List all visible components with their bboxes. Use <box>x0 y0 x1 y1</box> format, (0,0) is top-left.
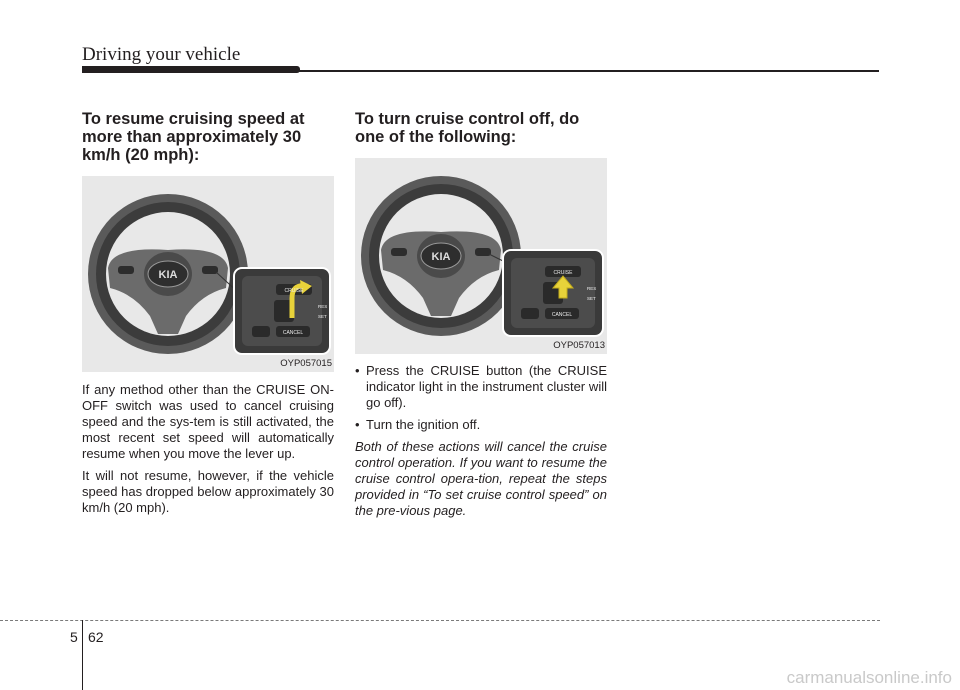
cruise-switch-closeup <box>234 268 330 354</box>
section-number: 5 <box>70 629 78 645</box>
switch-cruise-label: CRUISE <box>284 288 304 294</box>
footer-vertical-rule <box>82 620 83 690</box>
kia-logo: KIA <box>158 269 178 281</box>
resume-paragraph-2: It will not resume, however, if the vehicle speed has dropped below approximately 30 km/h (20 mph). <box>82 468 334 515</box>
header-rule-thin <box>82 70 879 72</box>
switch-cancel-label: CANCEL <box>282 330 304 336</box>
footer-divider <box>0 620 880 621</box>
steering-wheel-illustration <box>355 158 607 354</box>
list-item: • Press the CRUISE button (the CRUISE indicator light in the instrument cluster will go off). <box>355 363 607 410</box>
left-column <box>82 110 334 516</box>
turn-off-bullet-list <box>355 363 607 433</box>
resume-figure <box>82 176 334 372</box>
turn-off-note: Both of these actions will cancel the cruise control operation. If you want to resume the cruise control opera-tion, repeat the steps provided in “To set cruise control speed” on the pre-vious page. <box>355 439 607 518</box>
page-header-title: Driving your vehicle <box>82 44 241 65</box>
switch-set-label: SET <box>587 296 596 301</box>
resume-paragraph-1: If any method other than the CRUISE ON-OFF switch was used to cancel cruising speed and the sys-tem is still activated, the most recent set speed will automatically resume when you move the lever up. <box>82 382 334 461</box>
kia-logo: KIA <box>431 251 451 263</box>
cruise-switch-closeup <box>503 250 603 336</box>
right-column <box>355 110 607 519</box>
steering-wheel-illustration <box>82 176 334 372</box>
switch-set-label: SET <box>318 314 327 319</box>
switch-res-label: RES <box>318 304 328 309</box>
figure-code: OYP057013 <box>553 340 605 351</box>
switch-cancel-label: CANCEL <box>551 312 573 318</box>
watermark-text: carmanualsonline.info <box>786 668 952 687</box>
switch-cruise-label: CRUISE <box>553 270 573 276</box>
figure-code: OYP057015 <box>280 358 332 369</box>
switch-res-label: RES <box>587 286 597 291</box>
page-number: 62 <box>88 629 104 645</box>
resume-heading: To resume cruising speed at more than approximately 30 km/h (20 mph): <box>82 110 305 164</box>
turn-off-figure <box>355 158 607 354</box>
turn-off-heading: To turn cruise control off, do one of the following: <box>355 110 580 146</box>
list-item: • Turn the ignition off. <box>355 417 481 432</box>
